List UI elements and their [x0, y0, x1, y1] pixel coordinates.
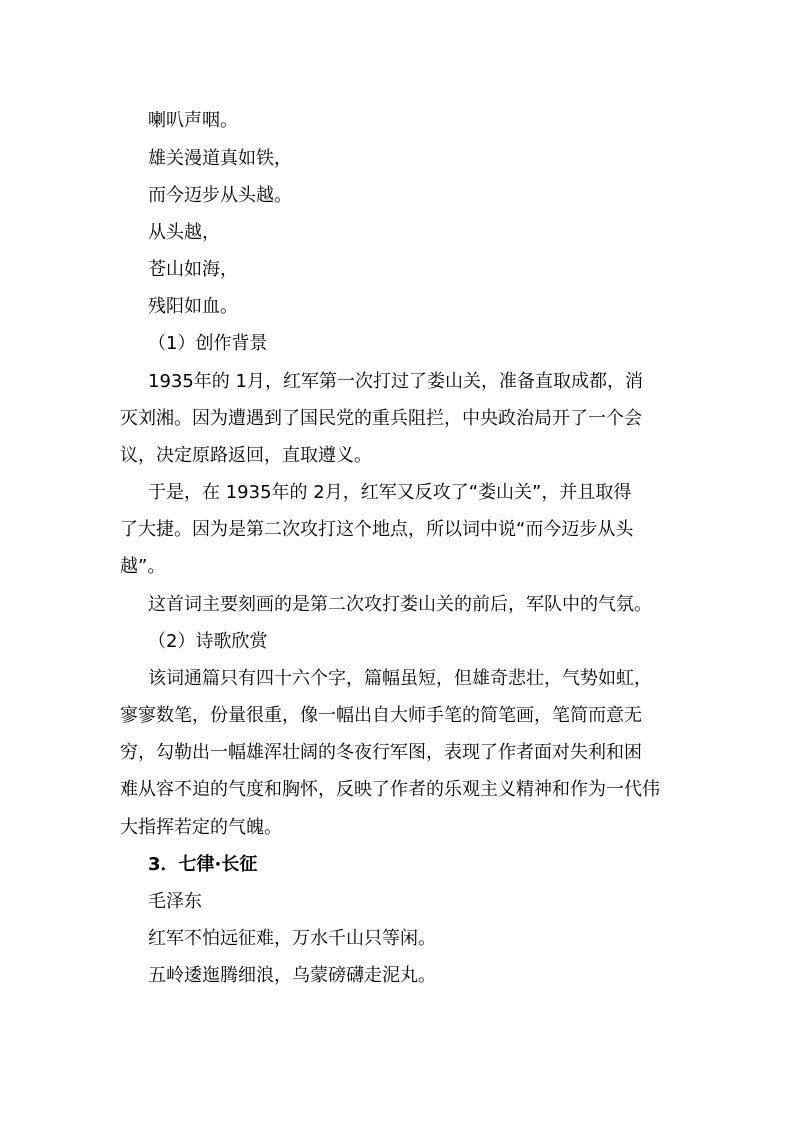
- poem-line: 苍山如海，: [148, 259, 238, 280]
- poem-line: 五岭逶迤腾细浪，乌蒙磅礴走泥丸。: [148, 965, 436, 986]
- poem-line: 从头越，: [148, 222, 220, 243]
- poem-line: 残阳如血。: [148, 296, 238, 317]
- poem-line: 红军不怕远征难，万水千山只等闲。: [148, 928, 436, 949]
- paragraph-line: 了大捷。因为是第二次攻打这个地点，所以词中说“而今迈步从头: [120, 519, 634, 540]
- paragraph-line: 灭刘湘。因为遭遇到了国民党的重兵阻拦，中央政治局开了一个会: [120, 408, 642, 429]
- paragraph-line: 议，决定原路返回，直取遵义。: [120, 445, 372, 466]
- paragraph-line: 穷，勾勒出一幅雄浑壮阔的冬夜行军图，表现了作者面对失利和困: [120, 742, 642, 763]
- paragraph-line: 这首词主要刻画的是第二次攻打娄山关的前后，军队中的气氛。: [148, 594, 652, 615]
- section-title: （2）诗歌欣赏: [148, 631, 268, 652]
- paragraph-line: 于是，在 1935年的 2月，红军又反攻了“娄山关”，并且取得: [148, 482, 632, 503]
- section-title: （1）创作背景: [148, 333, 268, 354]
- paragraph-line: 寥寥数笔，份量很重，像一幅出自大师手笔的简笔画，笔简而意无: [120, 705, 642, 726]
- poem-line: 而今迈步从头越。: [148, 185, 292, 206]
- poem-heading: 3．七律·长征: [148, 854, 258, 875]
- paragraph-line: 该词通篇只有四十六个字，篇幅虽短，但雄奇悲壮，气势如虹，: [148, 668, 652, 689]
- paragraph-line: 越”。: [120, 556, 166, 577]
- paragraph-line: 1935年的 1月，红军第一次打过了娄山关，准备直取成都，消: [148, 371, 643, 392]
- paragraph-line: 难从容不迫的气度和胸怀，反映了作者的乐观主义精神和作为一代伟: [120, 779, 660, 800]
- poem-author: 毛泽东: [148, 891, 202, 912]
- poem-line: 雄关漫道真如铁，: [148, 148, 292, 169]
- paragraph-line: 大指挥若定的气魄。: [120, 817, 282, 838]
- poem-line: 喇叭声咽。: [148, 110, 238, 131]
